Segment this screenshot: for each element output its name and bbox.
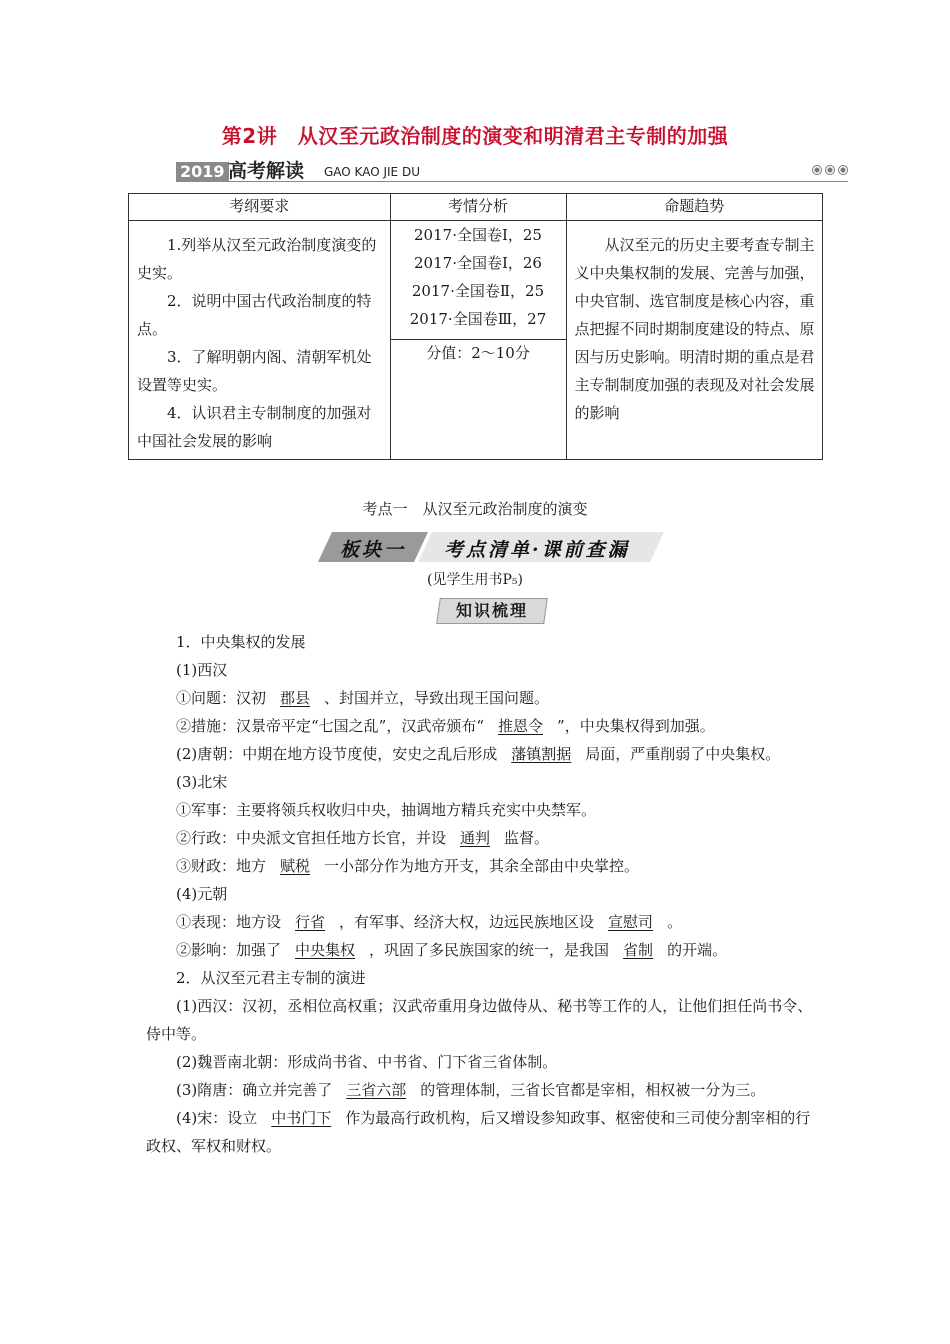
text: ，巩固了多民族国家的统一，是我国 [369, 941, 610, 959]
banner-pinyin: GAO KAO JIE DU [324, 165, 420, 179]
paragraph [146, 936, 814, 964]
paragraph: ①军事：主要将领兵权收归中央，抽调地方精兵充实中央禁军。 [176, 801, 597, 819]
banner-year: 2019 [176, 162, 229, 182]
blank-answer: 三省六部 [346, 1081, 407, 1099]
text: 。 [667, 913, 683, 931]
paragraph [146, 1076, 814, 1104]
blank-answer: 赋税 [280, 857, 311, 875]
blank-answer: 中央集权 [295, 941, 356, 959]
blank-answer: 中书门下 [271, 1109, 332, 1127]
paragraph [146, 908, 814, 936]
text: ，有军事、经济大权，边远民族地区设 [339, 913, 595, 931]
paragraph [146, 1104, 814, 1160]
text: ①问题：汉初 [176, 689, 267, 707]
exam-item: 2017·全国卷Ⅰ，26 [414, 254, 542, 272]
section-title: 考点清单·课前查漏 [444, 539, 630, 561]
syllabus-cell [129, 221, 391, 460]
subheading-xihan: (1)西汉 [176, 661, 228, 679]
table-header-row [129, 194, 823, 221]
text: ”，中央集权得到加强。 [557, 717, 715, 735]
trend-text: 从汉至元的历史主要考查专制主义中央集权制的发展、完善与加强，中央官制、选官制度是核心内容，重点把握不同时期制度建设的特点、原因与历史影响。明清时期的重点是君主专制制度加强的表现及对社会发展的影响 [574, 236, 815, 422]
text: ②影响：加强了 [176, 941, 282, 959]
text: 监督。 [504, 829, 550, 847]
paragraph: (1)西汉：汉初，丞相位高权重；汉武帝重用身边做侍从、秘书等工作的人，让他们担任尚书令、侍中等。 [146, 997, 813, 1043]
requirement-item: 1.列举从汉至元政治制度演变的史实。 [137, 236, 377, 282]
heading-2: 2．从汉至元君主专制的演进 [176, 969, 366, 987]
header-trend: 命题趋势 [566, 194, 823, 221]
exam-item: 2017·全国卷Ⅰ，25 [414, 226, 542, 244]
blank-answer: 通判 [460, 829, 491, 847]
exam-item: 2017·全国卷Ⅱ，25 [411, 282, 545, 300]
text: 的管理体制，三省长官都是宰相，相权被一分为三。 [420, 1081, 766, 1099]
text: 的开端。 [667, 941, 728, 959]
blank-answer: 省制 [623, 941, 654, 959]
subheading-beisong: (3)北宋 [176, 773, 228, 791]
heading-1: 1．中央集权的发展 [176, 633, 306, 651]
paragraph [146, 712, 814, 740]
dot-icon [838, 165, 848, 175]
subheading-yuan: (4)元朝 [176, 885, 228, 903]
paragraph [146, 852, 814, 880]
table-row [129, 221, 823, 460]
header-syllabus: 考纲要求 [129, 194, 391, 221]
exam-point-heading: 考点一 从汉至元政治制度的演变 [362, 500, 588, 518]
blank-answer: 行省 [295, 913, 326, 931]
text: (2)唐朝：中期在地方设节度使，安史之乱后形成 [176, 745, 498, 763]
paragraph [146, 684, 814, 712]
text: ②措施：汉景帝平定“七国之乱”，汉武帝颁布“ [176, 717, 485, 735]
requirement-item: 3．了解明朝内阁、清朝军机处设置等史实。 [137, 348, 372, 394]
text: 作为最高行政机构，后又增设参知政事、枢密使和三司使分割宰相的行政权、军权和财权。 [146, 1109, 811, 1155]
content-body [146, 628, 814, 1160]
trend-cell [566, 221, 823, 460]
paragraph [146, 824, 814, 852]
text: 局面，严重削弱了中央集权。 [585, 745, 781, 763]
score-range: 分值：2～10分 [391, 339, 566, 366]
text: ③财政：地方 [176, 857, 267, 875]
text: (4)宋：设立 [176, 1109, 258, 1127]
dot-icon [812, 165, 822, 175]
paragraph [146, 740, 814, 768]
requirements-table [128, 193, 823, 460]
book-reference: (见学生用书P₅) [427, 572, 523, 588]
text: (3)隋唐：确立并完善了 [176, 1081, 333, 1099]
text: 、封国并立，导致出现王国问题。 [324, 689, 550, 707]
paragraph: (2)魏晋南北朝：形成尚书省、中书省、门下省三省体制。 [176, 1053, 558, 1071]
text: 一小部分作为地方开支，其余全部由中央掌控。 [324, 857, 640, 875]
banner-dots-icon [812, 165, 848, 175]
section-number: 板块一 [340, 539, 407, 561]
blank-answer: 郡县 [280, 689, 311, 707]
text: ①表现：地方设 [176, 913, 282, 931]
blank-answer: 藩镇割据 [511, 745, 572, 763]
knowledge-label-text: 知识梳理 [455, 601, 528, 620]
analysis-cell [390, 221, 566, 460]
text: ②行政：中央派文官担任地方长官，并设 [176, 829, 447, 847]
requirement-item: 4．认识君主专制制度的加强对中国社会发展的影响 [137, 404, 372, 450]
blank-answer: 宣慰司 [608, 913, 654, 931]
blank-answer: 推恩令 [498, 717, 544, 735]
requirement-item: 2．说明中国古代政治制度的特点。 [137, 292, 372, 338]
knowledge-label [436, 598, 548, 624]
banner-title: 高考解读 [228, 160, 305, 182]
section-banner [318, 532, 664, 562]
exam-interpretation-banner [176, 160, 848, 184]
page-title: 第2讲 从汉至元政治制度的演变和明清君主专制的加强 [221, 124, 729, 148]
dot-icon [825, 165, 835, 175]
exam-item: 2017·全国卷Ⅲ，27 [409, 310, 547, 328]
header-analysis: 考情分析 [390, 194, 566, 221]
